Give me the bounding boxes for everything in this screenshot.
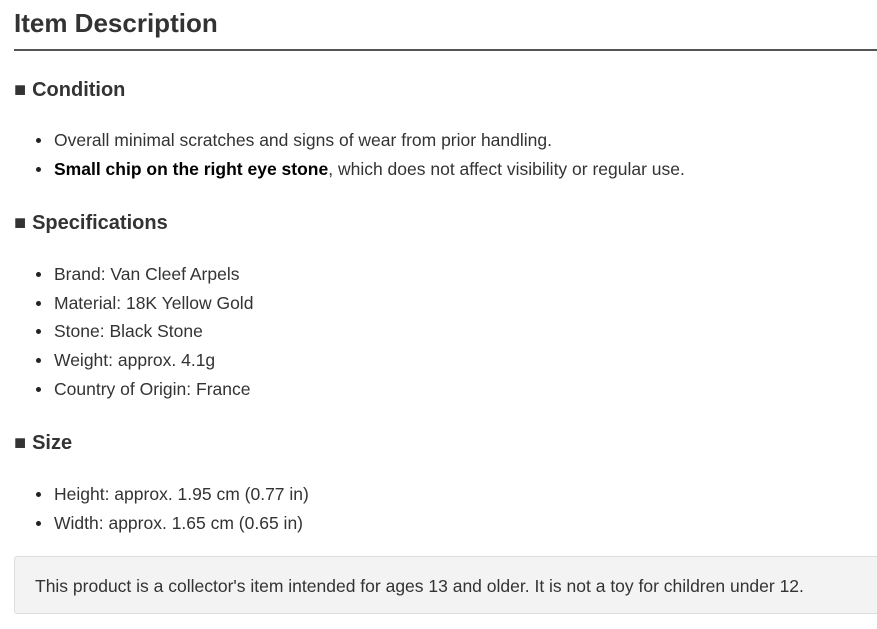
bullet-dot-icon [36,387,41,392]
bullet-dot-icon [36,358,41,363]
section-heading-label: Specifications [32,212,168,234]
list-item [14,155,685,184]
page-title: Item Description [14,8,218,38]
bullet-dot-icon [36,329,41,334]
list-item-text: Overall minimal scratches and signs of wear from prior handling. [54,130,552,150]
specifications-list [14,260,253,404]
section-heading-condition [14,78,125,102]
bullet-dot-icon [36,521,41,526]
list-item [14,480,309,509]
list-item [14,375,253,404]
list-item [14,509,309,538]
square-bullet-icon: ■ [14,79,27,101]
list-item [14,260,253,289]
list-item [14,346,253,375]
list-item-bold-text: Small chip on the right eye stone [54,158,329,179]
list-item-text: Material: 18K Yellow Gold [54,292,254,313]
age-notice-box: This product is a collector's item intended for ages 13 and older. It is not a toy for children under 12. [14,556,877,614]
bullet-dot-icon [36,138,41,143]
size-list [14,480,309,537]
condition-list [14,126,685,183]
section-heading-label: Condition [32,79,126,101]
item-description-page [14,0,877,596]
list-item-text: , which does not affect visibility or regular use. [328,158,685,179]
section-heading-label: Size [32,432,73,454]
list-item [14,289,253,318]
bullet-dot-icon [36,492,41,497]
list-item-text: Stone: Black Stone [54,321,203,342]
section-heading-size [14,431,72,455]
list-item-text: Height: approx. 1.95 cm (0.77 in) [54,484,309,504]
list-item [14,126,685,155]
list-item-text: Width: approx. 1.65 cm (0.65 in) [54,512,303,533]
section-heading-specifications [14,211,168,235]
title-divider [14,49,877,51]
square-bullet-icon: ■ [14,212,27,234]
list-item-text: Brand: Van Cleef Arpels [54,264,240,284]
bullet-dot-icon [36,301,41,306]
bullet-dot-icon [36,167,41,172]
list-item-text: Country of Origin: France [54,378,251,399]
list-item [14,317,253,346]
list-item-text: Weight: approx. 4.1g [54,350,216,371]
bullet-dot-icon [36,272,41,277]
square-bullet-icon: ■ [14,432,27,454]
